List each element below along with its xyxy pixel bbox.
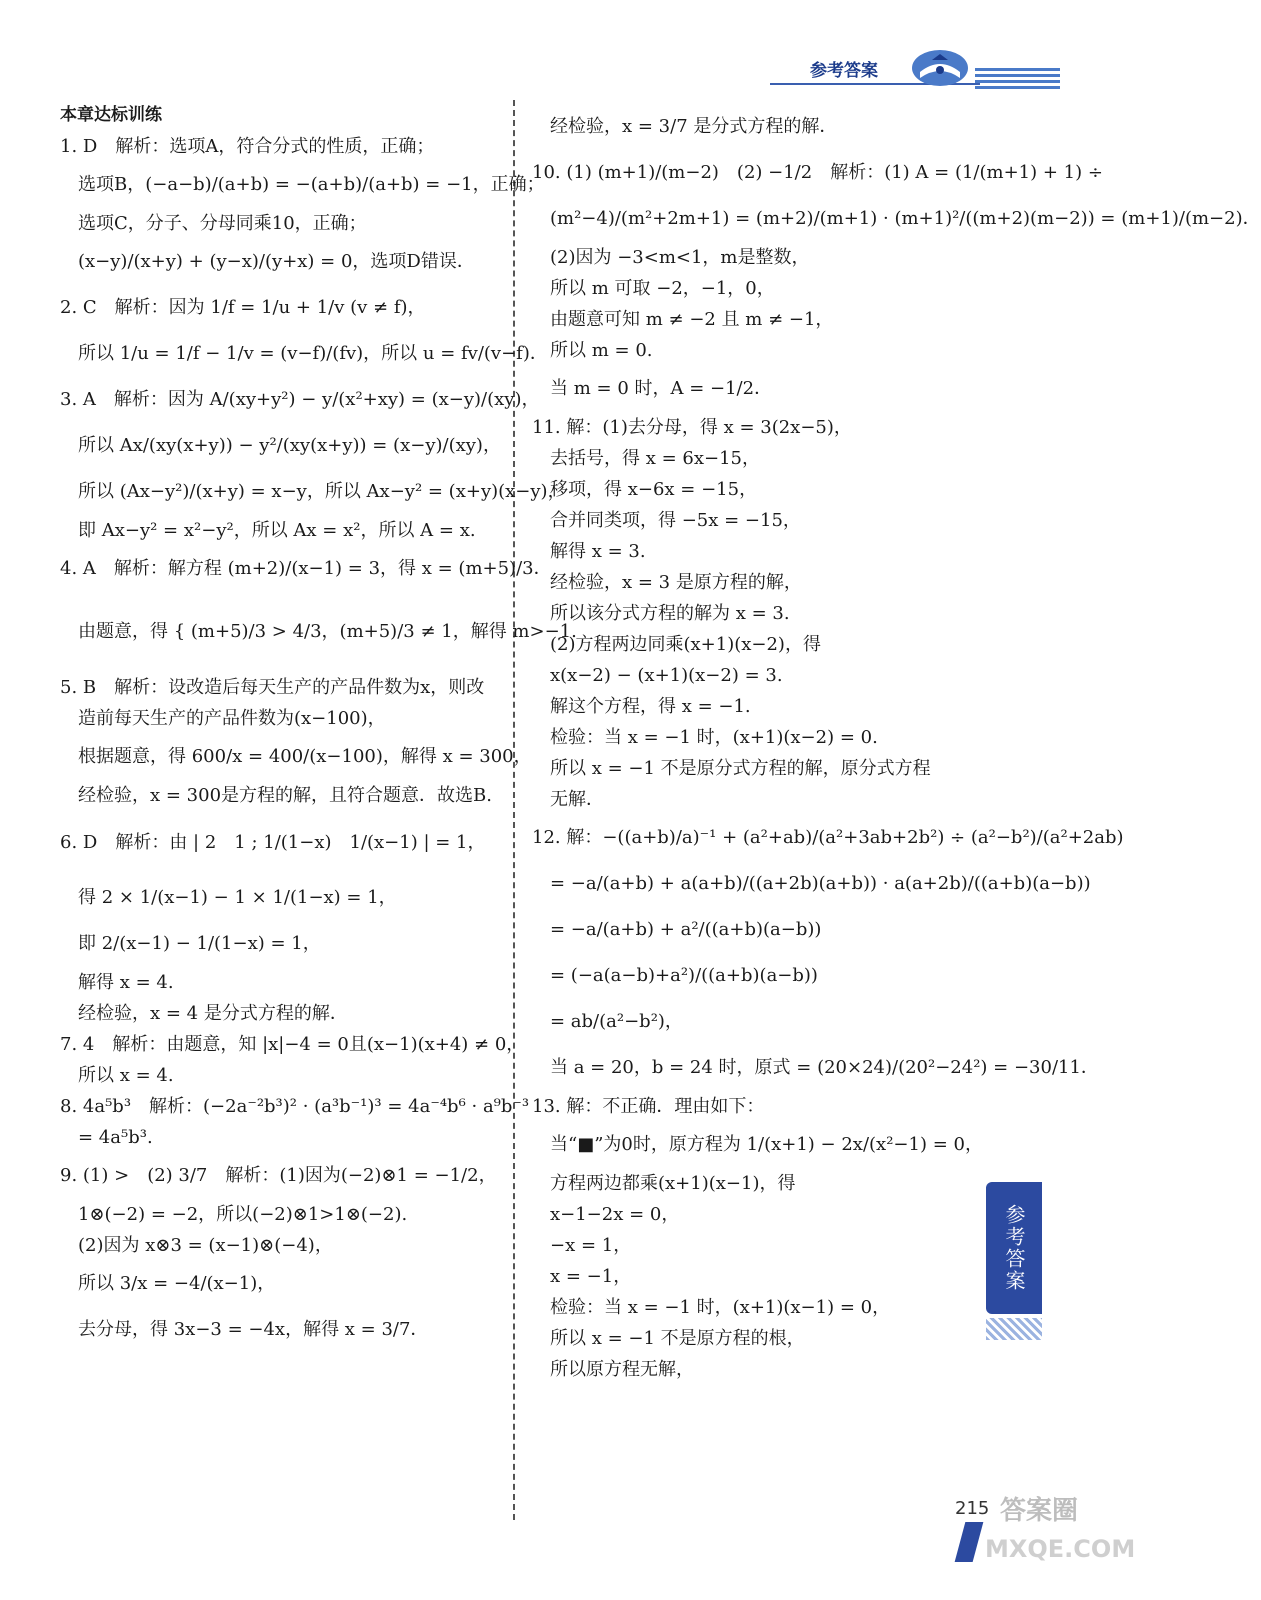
answer-line: 9. (1) > (2) 3/7 解析：(1)因为(−2)⊗1 = −1/2， [60,1165,497,1186]
answer-line: 由题意，得 { (m+5)/3 > 4/3，(m+5)/3 ≠ 1，解得 m>−1. [78,621,577,642]
answer-line: = (−a(a−b)+a²)/((a+b)(a−b)) [550,965,818,986]
answer-line: 6. D 解析：由 | 2 1 ; 1/(1−x) 1/(x−1) | = 1， [60,832,486,853]
answer-line: (x−y)/(x+y) + (y−x)/(y+x) = 0，选项D错误． [78,251,475,272]
answer-line: 即 Ax−y² = x²−y²，所以 Ax = x²，所以 A = x. [78,520,476,541]
answer-line: 去分母，得 3x−3 = −4x，解得 x = 3/7． [78,1319,429,1340]
answer-line: 解这个方程，得 x = −1. [550,696,751,717]
answer-line: 得 2 × 1/(x−1) − 1 × 1/(1−x) = 1， [78,887,397,908]
book-logo-icon [910,46,970,90]
answer-line: 所以 x = −1 不是原方程的根， [550,1328,805,1349]
header-stripes [975,68,1060,92]
answer-line: 所以该分式方程的解为 x = 3. [550,603,790,624]
answer-line: 12. 解：−((a+b)/a)⁻¹ + (a²+ab)/(a²+3ab+2b²) ÷ (a²−b²)/(a²+2ab) [532,827,1124,848]
answer-line: 去括号，得 x = 6x−15， [550,448,760,469]
answer-line: 当 m = 0 时，A = −1/2． [550,378,773,399]
answer-line: 8. 4a⁵b³ 解析：(−2a⁻²b³)² · (a³b⁻¹)³ = 4a⁻⁴b⁶ · a⁹b⁻³ [60,1096,530,1117]
answer-line: 所以 m = 0. [550,340,653,361]
answer-line: 选项B，(−a−b)/(a+b) = −(a+b)/(a+b) = −1，正确； [78,174,545,195]
answer-line: 3. A 解析：因为 A/(xy+y²) − y/(x²+xy) = (x−y)/(xy)， [60,389,540,410]
answer-line: 方程两边都乘(x+1)(x−1)，得 [550,1173,796,1194]
answer-line: 检验：当 x = −1 时，(x+1)(x−2) = 0. [550,727,878,748]
answer-line: 无解． [550,789,604,810]
answer-line: 所以 m 可取 −2，−1，0， [550,278,775,299]
answer-line: −x = 1， [550,1235,632,1256]
answer-line: 根据题意，得 600/x = 400/(x−100)，解得 x = 300， [78,746,532,767]
answer-line: = ab/(a²−b²)， [550,1011,683,1032]
answer-line: 合并同类项，得 −5x = −15， [550,510,801,531]
answer-line: 2. C 解析：因为 1/f = 1/u + 1/v (v ≠ f)， [60,297,426,318]
page-number: 215 [955,1498,990,1519]
answer-line: 所以 1/u = 1/f − 1/v = (v−f)/(fv)，所以 u = fv/(v−f)． [78,343,548,364]
answer-line: 所以 x = 4. [78,1065,174,1086]
answer-line: 经检验，x = 3 是原方程的解， [550,572,802,593]
answer-line: (m²−4)/(m²+2m+1) = (m+2)/(m+1) · (m+1)²/((m+2)(m−2)) = (m+1)/(m−2)． [550,208,1261,229]
answer-line: x = −1， [550,1266,632,1287]
side-tab: 参考答案 [986,1182,1042,1314]
answer-line: = −a/(a+b) + a(a+b)/((a+2b)(a+b)) · a(a+2b)/((a+b)(a−b)) [550,873,1091,894]
answer-line: 经检验，x = 300是方程的解，且符合题意．故选B. [78,785,492,806]
answer-line: 当 a = 20，b = 24 时，原式 = (20×24)/(20²−24²) = −30/11． [550,1057,1099,1078]
answer-line: 检验：当 x = −1 时，(x+1)(x−1) = 0， [550,1297,891,1318]
answer-line: 11. 解：(1)去分母，得 x = 3(2x−5)， [532,417,852,438]
answer-line: 经检验，x = 4 是分式方程的解． [78,1003,348,1024]
answer-line: 1⊗(−2) = −2，所以(−2)⊗1>1⊗(−2). [78,1204,408,1225]
answer-line: 即 2/(x−1) − 1/(1−x) = 1， [78,933,321,954]
answer-line: 5. B 解析：设改造后每天生产的产品件数为x，则改 [60,677,485,698]
answer-line: x(x−2) − (x+1)(x−2) = 3. [550,665,783,686]
footer-mark [955,1522,984,1562]
answer-line: 所以原方程无解， [550,1359,694,1380]
header-title: 参考答案 [810,61,878,81]
answer-line: 13. 解：不正确．理由如下： [532,1096,765,1117]
page-header [760,46,1060,96]
answer-line: 移项，得 x−6x = −15， [550,479,758,500]
answer-line: 所以 Ax/(xy(x+y)) − y²/(xy(x+y)) = (x−y)/(xy)， [78,435,501,456]
answer-line: 所以 x = −1 不是原分式方程的解，原分式方程 [550,758,931,779]
answer-line: 造前每天生产的产品件数为(x−100)， [78,708,386,729]
answer-line: (2)方程两边同乘(x+1)(x−2)，得 [550,634,821,655]
answer-line: = −a/(a+b) + a²/((a+b)(a−b)) [550,919,822,940]
answer-line: 所以 (Ax−y²)/(x+y) = x−y，所以 Ax−y² = (x+y)(x−y)， [78,481,566,502]
answer-line: 经检验，x = 3/7 是分式方程的解． [550,116,838,137]
answer-line: 当“■”为0时，原方程为 1/(x+1) − 2x/(x²−1) = 0， [550,1134,983,1155]
answer-line: 由题意可知 m ≠ −2 且 m ≠ −1， [550,309,834,330]
watermark: 答案圈 [1000,1496,1079,1526]
answer-line: 4. A 解析：解方程 (m+2)/(x−1) = 3，得 x = (m+5)/3． [60,558,552,579]
answer-line: (2)因为 x⊗3 = (x−1)⊗(−4)， [78,1235,333,1256]
answer-line: 1. D 解析：选项A，符合分式的性质，正确； [60,136,435,157]
answer-line: x−1−2x = 0， [550,1204,680,1225]
column-divider [513,100,515,1520]
answer-line: 10. (1) (m+1)/(m−2) (2) −1/2 解析：(1) A = (1/(m+1) + 1) ÷ [532,162,1103,183]
answer-line: (2)因为 −3<m<1，m是整数， [550,247,810,268]
chapter-title: 本章达标训练 [60,105,162,125]
answer-line: = 4a⁵b³. [78,1127,153,1148]
answer-line: 所以 3/x = −4/(x−1)， [78,1273,276,1294]
answer-line: 选项C，分子、分母同乘10，正确； [78,213,367,234]
answer-line: 解得 x = 3. [550,541,646,562]
answer-line: 7. 4 解析：由题意，知 |x|−4 = 0且(x−1)(x+4) ≠ 0， [60,1034,525,1055]
watermark-url: MXQE.COM [985,1535,1136,1563]
side-tab-hatch [986,1318,1042,1340]
answer-line: 解得 x = 4. [78,972,174,993]
